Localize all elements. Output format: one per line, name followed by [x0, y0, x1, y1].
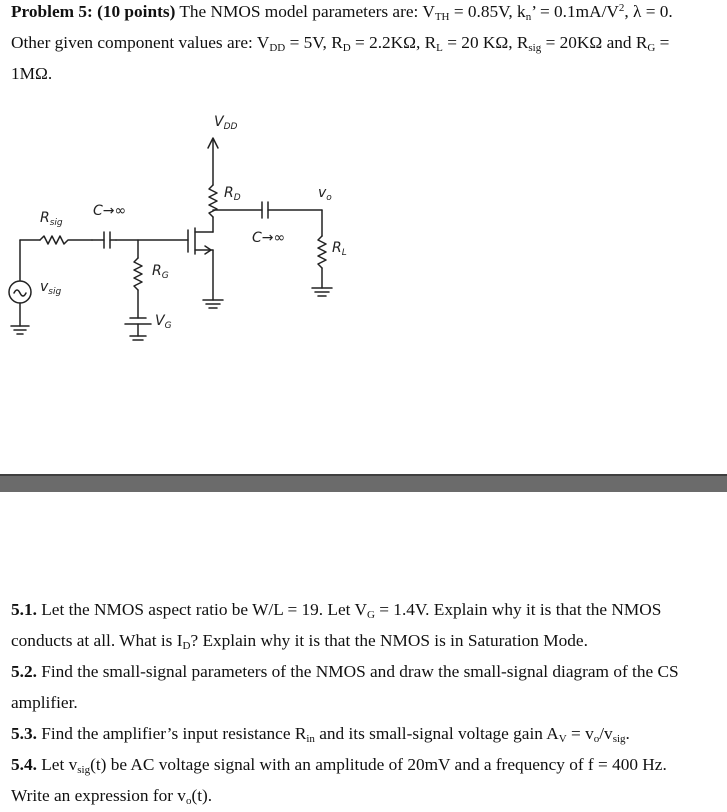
q1-text-end: = 1.4V. Explain why it is that the NMOS	[379, 600, 662, 619]
rg-resistor	[134, 258, 142, 290]
rl-value: = 20 KΩ,	[447, 33, 513, 52]
q1-text-sub: G	[366, 609, 375, 621]
rl-label-sub: L	[341, 248, 347, 258]
vsig-label: $v_{sig}$	[40, 279, 62, 297]
q2-text-2: amplifier.	[11, 693, 78, 712]
rl-label: $R_L$	[332, 240, 347, 258]
rd-value: = 2.2KΩ,	[355, 33, 421, 52]
kn-symbol: k	[517, 2, 526, 21]
intro-text: The NMOS model parameters are:	[179, 2, 419, 21]
q3-vo-sub: o	[593, 733, 600, 745]
problem-line-1	[11, 2, 673, 22]
rg-label-sub: G	[161, 271, 169, 281]
q2-number: 5.2.	[11, 662, 37, 681]
page-separator	[0, 474, 727, 492]
problem-line-2	[11, 33, 669, 53]
q4-text: Let v	[41, 755, 78, 774]
vdd-label: $V_{DD}$	[214, 114, 238, 132]
q3-rin-sub: in	[306, 733, 315, 745]
rsig-label-sub: sig	[49, 218, 63, 228]
vo-label-sub: o	[326, 193, 332, 203]
vth-value: = 0.85V,	[453, 2, 513, 21]
rd-subscript: D	[342, 42, 351, 54]
kn-exponent: 2	[618, 2, 625, 14]
q1-text-2: conducts at all. What is I	[11, 631, 183, 650]
rsig-label: $R_{sig}$	[40, 210, 63, 228]
question-5-2-line-1	[11, 662, 679, 682]
c2-label: C→∞	[252, 230, 286, 246]
question-5-4-line-1	[11, 755, 667, 775]
rg-subscript: G	[647, 42, 656, 54]
rl-symbol: R	[424, 33, 437, 52]
q3-text-mid3: /v	[599, 724, 613, 743]
c1-label: C→∞	[93, 203, 127, 219]
rl-subscript: L	[436, 42, 443, 54]
vsig-label-sub: sig	[48, 287, 62, 297]
kn-value: ’ = 0.1mA/V	[531, 2, 619, 21]
rsig-subscript: sig	[528, 42, 542, 54]
vdd-value: = 5V,	[289, 33, 327, 52]
q3-number: 5.3.	[11, 724, 37, 743]
rd-label-sub: D	[233, 193, 241, 203]
vdd-label-sub: DD	[223, 122, 238, 132]
vg-label: $V_G$	[155, 313, 172, 331]
q4-text-2-end: (t).	[191, 786, 213, 805]
q3-av-sub: V	[558, 733, 567, 745]
question-5-1-line-1	[11, 600, 661, 620]
rl-resistor	[318, 236, 326, 268]
vdd-symbol: V	[256, 33, 270, 52]
other-text: Other given component values are:	[11, 33, 253, 52]
vdd-subscript: DD	[269, 42, 286, 54]
rd-label: $R_D$	[224, 185, 241, 203]
q4-text-end: (t) be AC voltage signal with an amplitude of 20mV and a frequency of f = 400 Hz.	[90, 755, 667, 774]
rd-resistor	[209, 185, 217, 217]
rsig-resistor	[40, 236, 92, 244]
question-5-3-line-1	[11, 724, 630, 744]
rg-label: $R_G$	[152, 263, 169, 281]
kn-subscript: n	[525, 11, 532, 23]
vg-label-sub: G	[164, 321, 172, 331]
question-5-2-line-2	[11, 693, 78, 713]
lambda-text: , λ = 0.	[624, 2, 673, 21]
q4-text-2: Write an expression for v	[11, 786, 186, 805]
rsig-symbol: R	[516, 33, 529, 52]
q1-text-2-sub: D	[182, 640, 191, 652]
q2-text: Find the small-signal parameters of the NMOS and draw the small-signal diagram of the CS	[41, 662, 679, 681]
rg-value: =	[659, 33, 670, 52]
vo-label: $v_o$	[318, 185, 332, 203]
q1-text-2-end: ? Explain why it is that the NMOS is in Saturation Mode.	[190, 631, 588, 650]
rsig-value: = 20KΩ and	[545, 33, 632, 52]
q3-vsig-sub: sig	[612, 733, 626, 745]
q3-text: Find the amplifier’s input resistance R	[41, 724, 307, 743]
page-separator-edge	[0, 474, 727, 476]
question-5-4-line-2	[11, 786, 212, 806]
q3-text-mid2: = v	[571, 724, 594, 743]
circuit-diagram	[0, 90, 420, 360]
problem-line-3	[11, 64, 52, 84]
rg-continued: 1MΩ.	[11, 64, 53, 83]
vth-symbol: V	[422, 2, 435, 21]
vth-subscript: TH	[434, 11, 450, 23]
rg-symbol: R	[635, 33, 648, 52]
q3-text-end: .	[625, 724, 630, 743]
question-5-1-line-2	[11, 631, 588, 651]
rd-symbol: R	[331, 33, 343, 52]
q3-text-mid: and its small-signal voltage gain A	[319, 724, 559, 743]
q1-text: Let the NMOS aspect ratio be W/L = 19. Let V	[41, 600, 367, 619]
q4-vo-sub: o	[185, 795, 192, 807]
q4-vsig-sub: sig	[77, 764, 91, 776]
problem-heading: Problem 5: (10 points)	[11, 2, 176, 21]
q4-number: 5.4.	[11, 755, 37, 774]
q1-number: 5.1.	[11, 600, 37, 619]
